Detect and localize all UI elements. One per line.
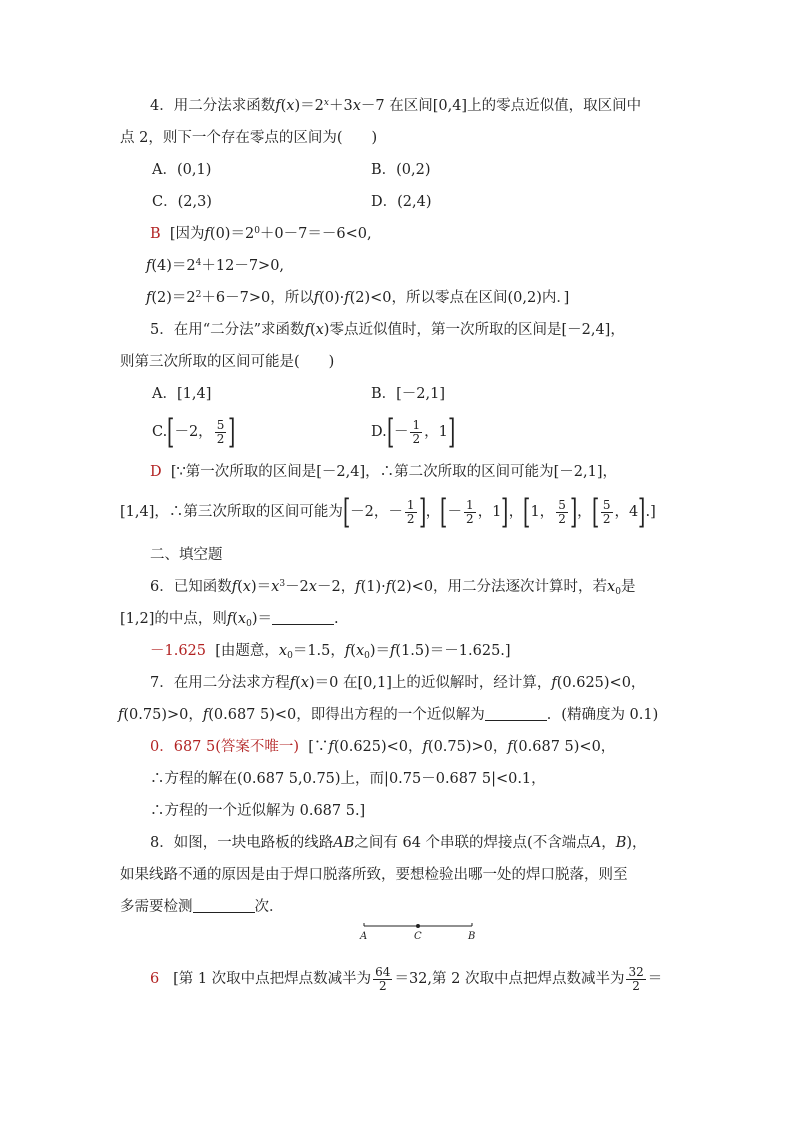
q6-solution: －1.625 [由题意，$x_0=1.5$，$f(x_0)=f(1.5)=-1.625$.] xyxy=(150,643,511,661)
q6-stem-line1: 6．已知函数$f(x)=x^3-2x-2$，f(1)·f(2)<0，用二分法逐次计算时，若$x_0$是 xyxy=(150,579,636,597)
midpoint-c-dot xyxy=(416,924,420,928)
q4-solution-line3: $f(2)=2^2+6-7>0$，所以f(0)·f(2)<0，所以零点在区间(0,2)内．] xyxy=(146,290,570,306)
q4-stem-line2: 点 2，则下一个存在零点的区间为( ) xyxy=(120,130,378,146)
q4-stem-line1: 4．用二分法求函数$f(x)=2^x+3x-7$ 在区间[0,4]上的零点近似值，取区间中 xyxy=(150,98,642,114)
q6-answer: －1.625 xyxy=(150,643,207,659)
q5-answer: D xyxy=(150,464,162,480)
q5-stem-line1: 5．在用“二分法”求函数f(x)零点近似值时，第一次所取的区间是[－2,4]， xyxy=(150,322,625,338)
q7-solution-line3: ∴方程的一个近似解为 0.687 5.] xyxy=(150,803,366,819)
q4-option-b: B．(0,2) xyxy=(371,162,431,178)
q5-solution-line1: D [∵第一次所取的区间是[－2,4]，∴第二次所取的区间可能为[－2,1]， xyxy=(150,464,617,480)
q5-option-a: A．[1,4] xyxy=(152,386,212,402)
q7-answer-blank[interactable] xyxy=(485,706,547,721)
q7-answer: 0．687 5(答案不唯一) xyxy=(150,739,300,755)
q7-stem-line2: f(0.75)>0，f(0.687 5)<0，即得出方程的一个近似解为 ．(精确度为 0.1) xyxy=(118,707,659,723)
q8-answer-blank[interactable] xyxy=(193,898,255,913)
q7-solution-line2: ∴方程的解在(0.687 5,0.75)上，而|0.75－0.687 5|<0.1， xyxy=(150,771,546,787)
q4-solution-line1: B [因为$f(0)=2^0+0-7=-6<0$, xyxy=(150,226,372,242)
q6-stem-line2: [1,2]的中点，则$f(x_0)=$ . xyxy=(120,611,339,629)
q6-answer-blank[interactable] xyxy=(272,610,334,625)
q8-answer: 6 xyxy=(150,971,160,987)
q4-option-a: A．(0,1) xyxy=(152,162,212,178)
q7-solution-line1: 0．687 5(答案不唯一) [∵f(0.625)<0，f(0.75)>0，f(0.687 5)<0， xyxy=(150,739,616,755)
q5-option-d: D.[－ $\frac{1}{2}$ ，1] xyxy=(371,412,456,452)
q5-solution-line2: [1,4]，∴第三次所取的区间可能为[－2，－ $\frac{1}{2}$ ]，[－ $\frac{1}{2}$ ，1]，[1， $\frac{5}{2}$ ]，[ $\frac{5}{2}$ ，4].] xyxy=(120,492,656,532)
q8-solution-line1: 6 [第 1 次取中点把焊点数减半为 $\frac{64}{2}$ ＝32,第 2 次取中点把焊点数减半为 $\frac{32}{2}$ ＝ xyxy=(150,964,663,993)
q8-stem-line1: 8．如图，一块电路板的线路AB之间有 64 个串联的焊接点(不含端点A，B)， xyxy=(150,835,647,851)
label-a: A xyxy=(360,931,368,942)
q8-stem-line3: 多需要检测 次． xyxy=(120,899,284,915)
q4-solution-line2: $f(4)=2^4+12-7>0$, xyxy=(146,258,285,274)
q5-option-b: B．[－2,1] xyxy=(371,386,446,402)
q4-option-c: C．(2,3) xyxy=(152,194,212,210)
q5-option-c: C.[－2， $\frac{5}{2}$ ] xyxy=(152,412,236,452)
label-c: C xyxy=(414,931,422,942)
q7-stem-line1: 7．在用二分法求方程f(x)＝0 在[0,1]上的近似解时，经计算，f(0.625)<0， xyxy=(150,675,646,691)
section-heading: 二、填空题 xyxy=(150,547,223,563)
label-b: B xyxy=(468,931,476,942)
q8-stem-line2: 如果线路不通的原因是由于焊口脱落所致，要想检验出哪一处的焊口脱落，则至 xyxy=(120,867,628,883)
q4-answer: B xyxy=(150,226,161,242)
q4-option-d: D．(2,4) xyxy=(371,194,432,210)
q5-stem-line2: 则第三次所取的区间可能是( ) xyxy=(120,354,335,370)
